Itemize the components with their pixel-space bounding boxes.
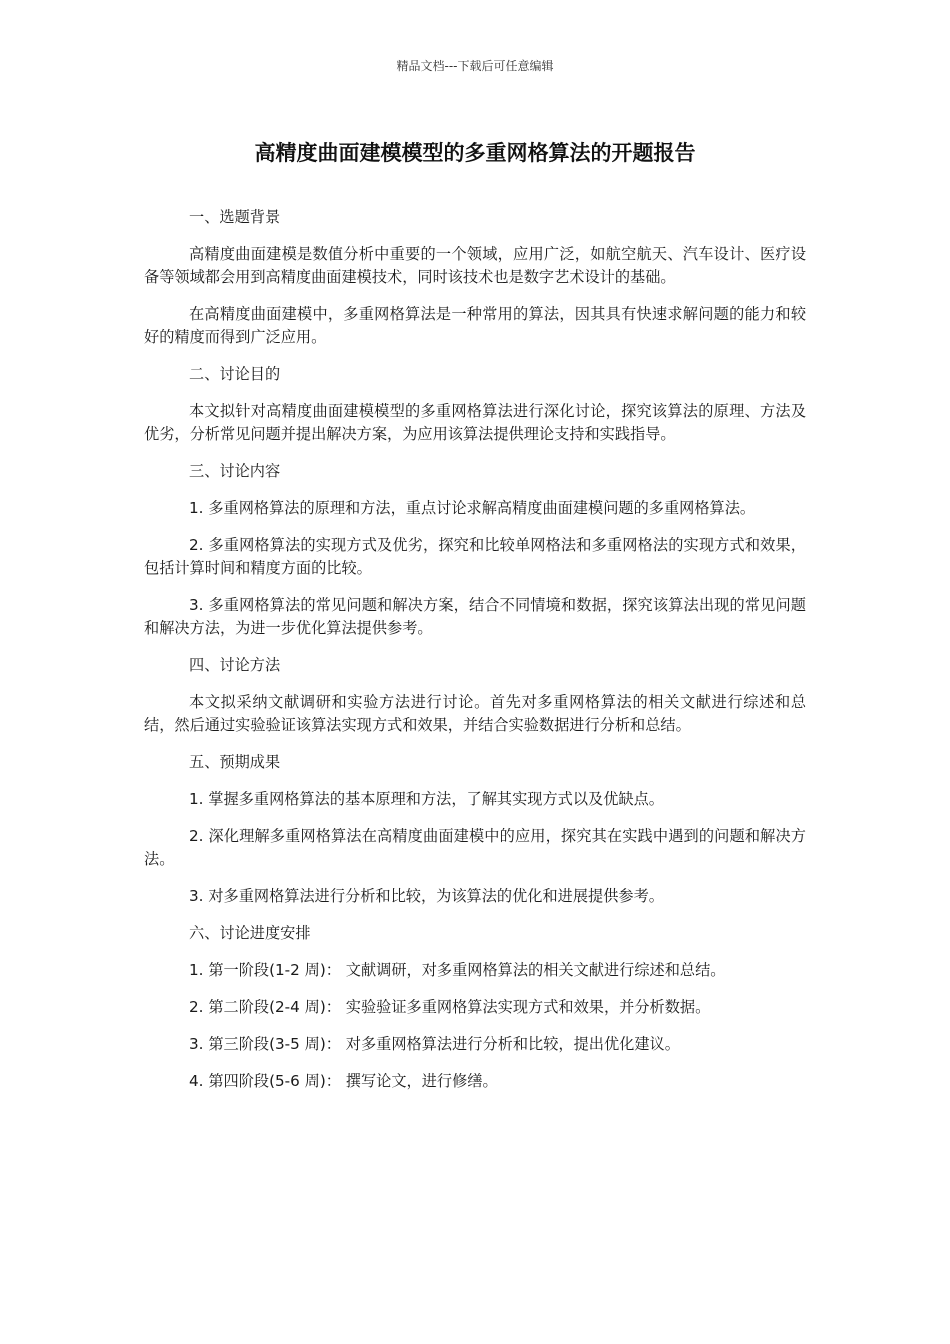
section-heading-background: 一、选题背景	[189, 208, 281, 226]
section-heading-outcomes: 五、预期成果	[189, 753, 281, 771]
section-heading-purpose: 二、讨论目的	[189, 365, 281, 383]
paragraph: 本文拟针对高精度曲面建模模型的多重网格算法进行深化讨论，探究该算法的原理、方法及优劣，分析常见问题并提出解决方案，为应用该算法提供理论支持和实践指导。	[144, 402, 806, 443]
header-note: 精品文档---下载后可任意编辑	[396, 59, 554, 73]
paragraph: 在高精度曲面建模中，多重网格算法是一种常用的算法，因其具有快速求解问题的能力和较好的精度而得到广泛应用。	[144, 305, 806, 346]
list-item: 1. 掌握多重网格算法的基本原理和方法，了解其实现方式以及优缺点。	[189, 790, 664, 808]
list-item: 2. 多重网格算法的实现方式及优劣，探究和比较单网格法和多重网格法的实现方式和效果，包括计算时间和精度方面的比较。	[144, 536, 806, 577]
schedule-item: 1. 第一阶段(1-2 周)： 文献调研，对多重网格算法的相关文献进行综述和总结。	[189, 961, 726, 979]
list-item: 1. 多重网格算法的原理和方法，重点讨论求解高精度曲面建模问题的多重网格算法。	[189, 499, 756, 517]
paragraph: 高精度曲面建模是数值分析中重要的一个领域，应用广泛，如航空航天、汽车设计、医疗设备等领域都会用到高精度曲面建模技术，同时该技术也是数字艺术设计的基础。	[144, 245, 806, 286]
section-heading-schedule: 六、讨论进度安排	[189, 924, 311, 942]
document-title: 高精度曲面建模模型的多重网格算法的开题报告	[254, 141, 696, 165]
list-item: 3. 对多重网格算法进行分析和比较，为该算法的优化和进展提供参考。	[189, 887, 664, 905]
schedule-item: 2. 第二阶段(2-4 周)： 实验验证多重网格算法实现方式和效果，并分析数据。	[189, 998, 711, 1016]
schedule-item: 3. 第三阶段(3-5 周)： 对多重网格算法进行分析和比较，提出优化建议。	[189, 1035, 680, 1053]
list-item: 3. 多重网格算法的常见问题和解决方案，结合不同情境和数据，探究该算法出现的常见问题和解决方法，为进一步优化算法提供参考。	[144, 596, 806, 637]
section-heading-content: 三、讨论内容	[189, 462, 281, 480]
document-body	[144, 206, 806, 1107]
schedule-item: 4. 第四阶段(5-6 周)： 撰写论文，进行修缮。	[189, 1072, 498, 1090]
list-item: 2. 深化理解多重网格算法在高精度曲面建模中的应用，探究其在实践中遇到的问题和解决方法。	[144, 827, 806, 868]
paragraph: 本文拟采纳文献调研和实验方法进行讨论。首先对多重网格算法的相关文献进行综述和总结，然后通过实验验证该算法实现方式和效果，并结合实验数据进行分析和总结。	[144, 693, 806, 734]
section-heading-method: 四、讨论方法	[189, 656, 281, 674]
